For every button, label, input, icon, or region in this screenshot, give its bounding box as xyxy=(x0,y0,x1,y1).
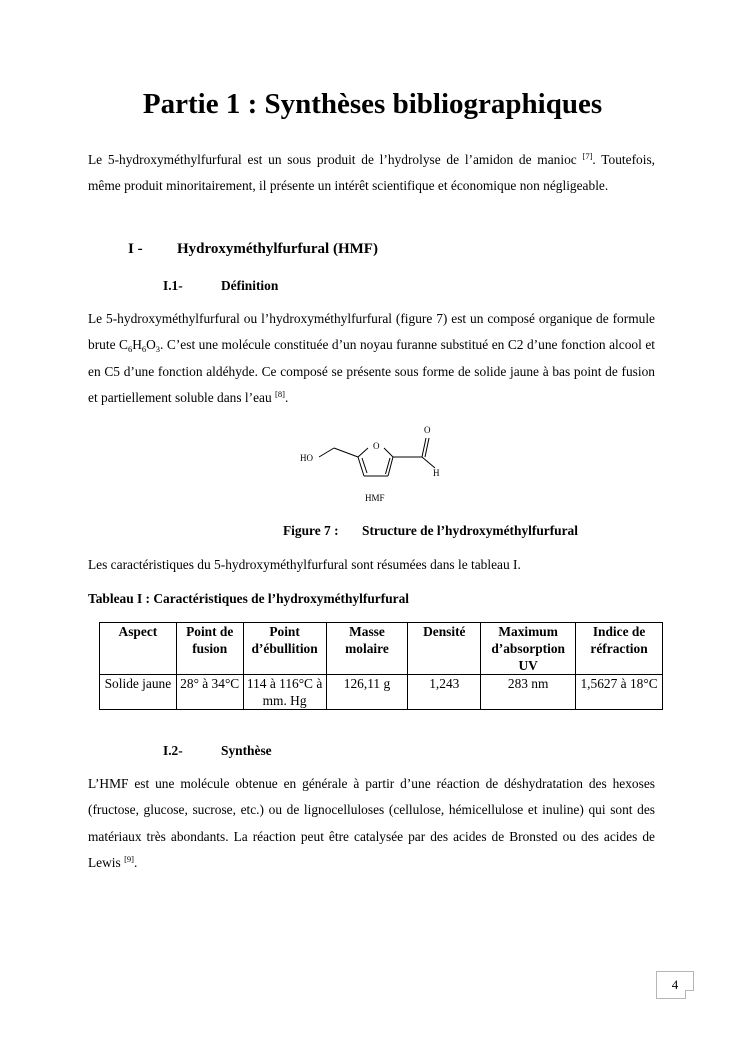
molecule-h-label: H xyxy=(433,468,440,478)
table-row xyxy=(100,675,663,710)
molecule-ring-oxygen-label: O xyxy=(373,441,380,451)
table-intro-sentence: Les caractéristiques du 5-hydroxyméthylfurfural sont résumées dans le tableau I. xyxy=(88,557,521,572)
formula-o: O xyxy=(146,337,156,353)
formula-c-subscript: 6 xyxy=(127,344,133,355)
subsection-title: Définition xyxy=(221,278,279,293)
subsection-title: Synthèse xyxy=(221,743,272,758)
molecule-ho-label: HO xyxy=(300,453,313,463)
table-header-cell: Point d’ébullition xyxy=(243,623,326,675)
characteristics-table xyxy=(99,622,663,710)
table-caption: Tableau I : Caractéristiques de l’hydroxyméthylfurfural xyxy=(88,591,409,606)
figure-number: Figure 7 : xyxy=(283,523,339,538)
table-cell: 1,243 xyxy=(408,675,481,710)
synthese-paragraph xyxy=(88,771,655,876)
synthese-text-end: . xyxy=(134,854,138,870)
table-header-row xyxy=(100,623,663,675)
table-header-cell: Point de fusion xyxy=(176,623,243,675)
synthese-text: L’HMF est une molécule obtenue en générale à partir d’une réaction de déshydratation des hexoses (fructose, glucose, sucrose, etc.) ou de lignocelluloses (cellulose, hémicellulose et inuline) qui sont des matériaux très abondants. La réaction peut être catalysée par des acides de Bronsted ou des acides de Lewis xyxy=(88,776,655,870)
definition-text-end: . xyxy=(284,389,289,405)
table-header-cell: Maximum d’absorption UV xyxy=(481,623,576,675)
reference-9: [9] xyxy=(124,853,134,864)
table-cell: 283 nm xyxy=(481,675,576,710)
table-header-cell: Indice de réfraction xyxy=(576,623,663,675)
formula-o-subscript: 3 xyxy=(155,344,161,355)
definition-text: Le 5-hydroxyméthylfurfural ou l’hydroxyméthylfurfural (figure 7) est un composé organique de formule brute C xyxy=(88,311,655,353)
intro-paragraph xyxy=(88,147,655,200)
intro-text-end: . Toutefois, même produit minoritairement, il présente un intérêt scientifique et économique non négligeable. xyxy=(88,152,655,194)
definition-paragraph xyxy=(88,306,655,411)
table-header-cell: Densité xyxy=(408,623,481,675)
table-cell: 114 à 116°C à mm. Hg xyxy=(243,675,326,710)
figure-caption-text: Structure de l’hydroxyméthylfurfural xyxy=(362,523,578,538)
section-heading-hmf xyxy=(128,241,378,258)
subsection-heading-definition xyxy=(163,278,278,294)
table-header-cell: Masse molaire xyxy=(326,623,408,675)
table-header-cell: Aspect xyxy=(100,623,177,675)
molecule-name-label: HMF xyxy=(365,493,385,503)
formula-h-subscript: 6 xyxy=(141,344,147,355)
reference-8: [8] xyxy=(275,388,285,399)
subsection-number: I.2- xyxy=(163,743,183,758)
figure-caption xyxy=(283,523,578,539)
subsection-heading-synthese xyxy=(163,743,272,759)
table-cell: Solide jaune xyxy=(100,675,177,710)
table-cell: 126,11 g xyxy=(326,675,408,710)
formula-h: H xyxy=(132,337,142,353)
page-number: 4 xyxy=(656,971,694,999)
hmf-structure-diagram xyxy=(294,424,464,509)
section-number: I - xyxy=(128,241,143,257)
subsection-number: I.1- xyxy=(163,278,183,293)
section-title: Hydroxyméthylfurfural (HMF) xyxy=(177,241,378,257)
table-cell: 28° à 34°C xyxy=(176,675,243,710)
reference-7: [7] xyxy=(582,151,593,161)
intro-text: Le 5-hydroxyméthylfurfural est un sous produit de l’hydrolyse de l’amidon de manioc xyxy=(88,152,583,167)
page-title: Partie 1 : Synthèses bibliographiques xyxy=(142,88,603,120)
table-cell: 1,5627 à 18°C xyxy=(576,675,663,710)
molecule-carbonyl-oxygen-label: O xyxy=(424,425,431,435)
definition-text-2: . C’est une molécule constituée d’un noyau furanne substitué en C2 d’une fonction alcool et en C5 d’une fonction aldéhyde. Ce composé se présente sous forme de solide jaune à bas point de fusion et partiellement soluble dans l’eau xyxy=(88,337,655,405)
